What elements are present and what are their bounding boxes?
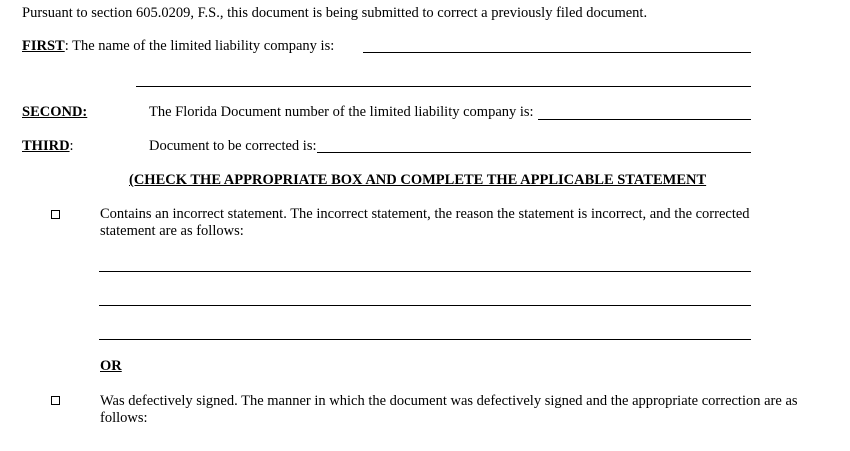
second-text: The Florida Document number of the limited liability company is:: [149, 104, 534, 120]
option1-answer-line-2[interactable]: [99, 305, 751, 306]
defectively-signed-checkbox[interactable]: [51, 396, 60, 405]
or-label: OR: [100, 358, 122, 374]
company-name-field-line-2[interactable]: [136, 86, 751, 87]
third-colon: :: [69, 138, 74, 154]
incorrect-statement-checkbox[interactable]: [51, 210, 60, 219]
company-name-field-line-1[interactable]: [363, 52, 751, 53]
third-label-wrapper: [22, 138, 74, 155]
first-label: FIRST: [22, 38, 65, 54]
first-statement: [22, 38, 334, 55]
option1-answer-line-3[interactable]: [99, 339, 751, 340]
instruction-heading: (CHECK THE APPROPRIATE BOX AND COMPLETE THE APPLICABLE STATEMENT: [129, 172, 707, 188]
option2-text: Was defectively signed. The manner in which the document was defectively signed and the appropriate correction are as follows:: [100, 393, 798, 426]
option1-text: Contains an incorrect statement. The incorrect statement, the reason the statement is incorrect, and the corrected statement are as follows:: [100, 206, 750, 239]
document-corrected-field-line[interactable]: [317, 152, 751, 153]
intro-text: Pursuant to section 605.0209, F.S., this document is being submitted to correct a previously filed document.: [22, 5, 648, 21]
option1-answer-line-1[interactable]: [99, 271, 751, 272]
third-text: Document to be corrected is:: [149, 138, 317, 154]
document-number-field-line[interactable]: [538, 119, 751, 120]
third-label: THIRD: [22, 138, 70, 154]
second-label: SECOND:: [22, 104, 88, 120]
first-text: : The name of the limited liability company is:: [64, 38, 335, 54]
